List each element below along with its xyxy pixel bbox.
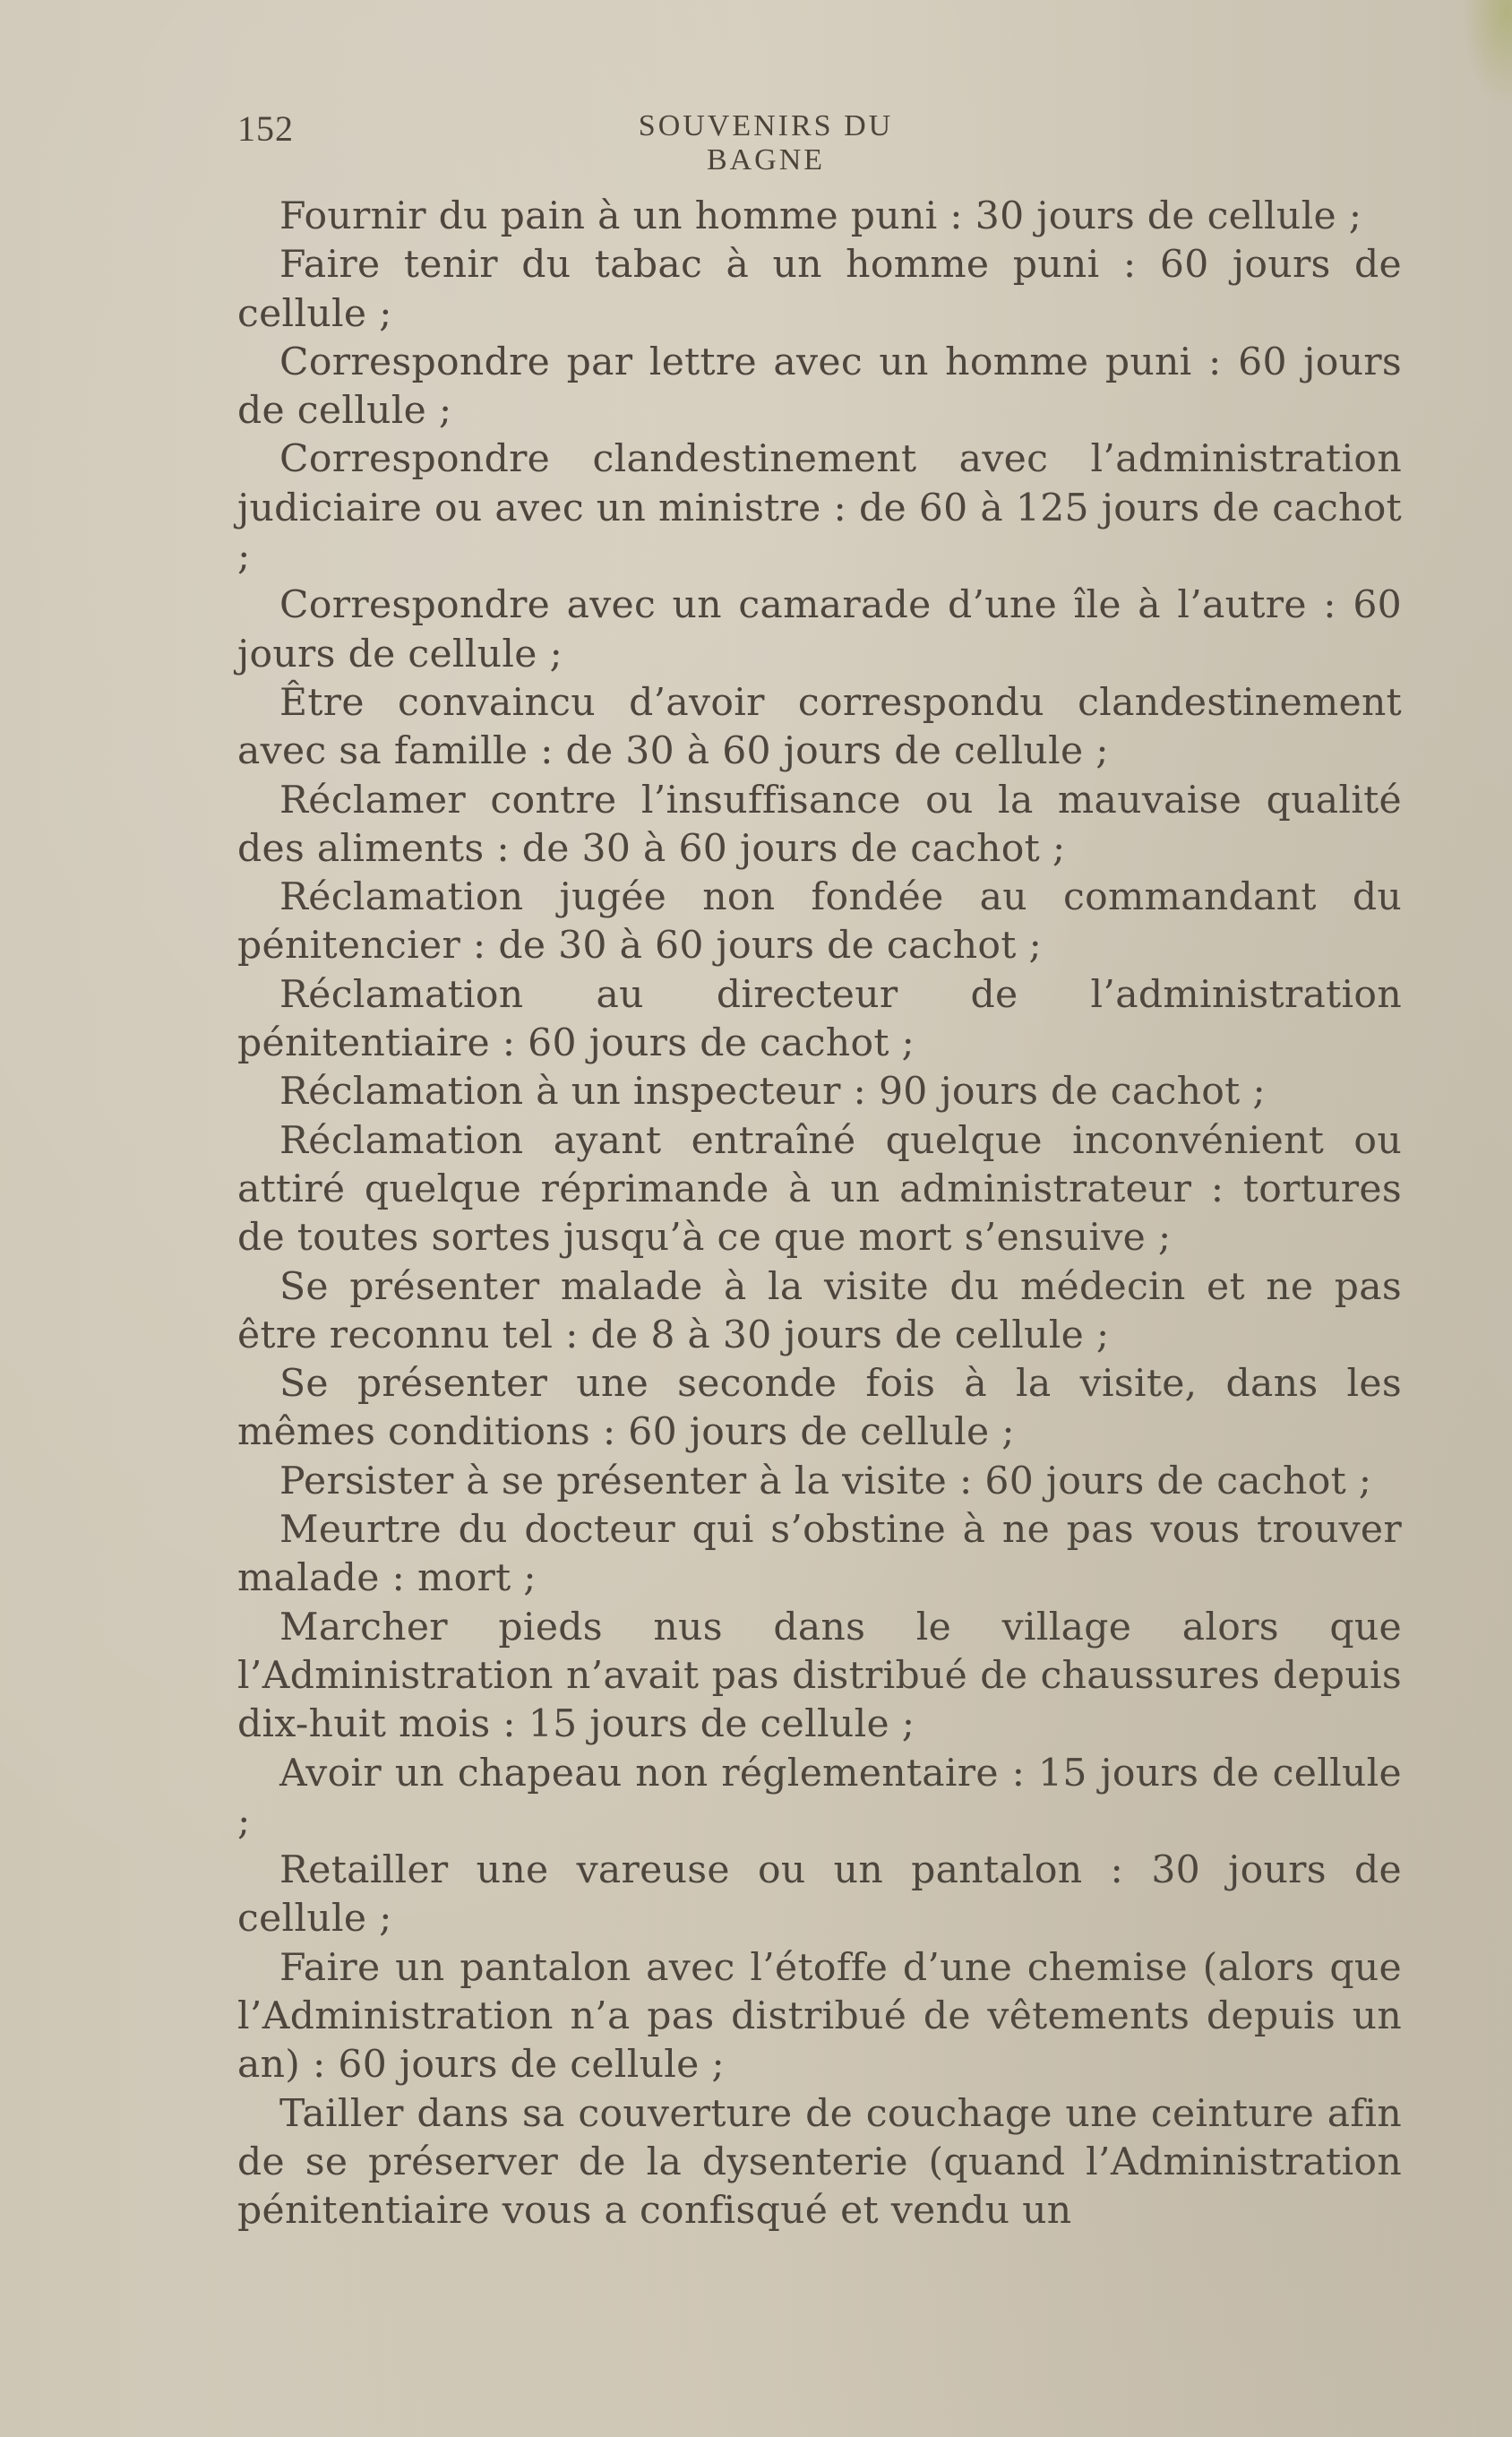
page-number: 152	[237, 108, 294, 149]
running-title: SOUVENIRS DU BAGNE	[638, 109, 894, 177]
list-item: Fournir du pain à un homme puni : 30 jours de cellule ;	[279, 194, 1362, 238]
list-item: Faire tenir du tabac à un homme puni : 60 jours de cellule ;	[237, 243, 1402, 336]
list-item: Se présenter malade à la visite du médecin et ne pas être reconnu tel : de 8 à 30 jours de cellule ;	[237, 1264, 1402, 1357]
list-item: Être convaincu d’avoir correspondu clandestinement avec sa famille : de 30 à 60 jours de cellule ;	[237, 680, 1402, 774]
list-item: Se présenter une seconde fois à la visite, dans les mêmes conditions : 60 jours de cellule ;	[237, 1362, 1402, 1455]
list-item: Retailler une vareuse ou un pantalon : 30 jours de cellule ;	[237, 1848, 1402, 1942]
list-item: Marcher pieds nus dans le village alors que l’Administration n’avait pas distribué de chaussures depuis dix-huit mois : 15 jours de cellule ;	[237, 1605, 1402, 1747]
list-item: Correspondre clandestinement avec l’administration judiciaire ou avec un ministre : de 60 à 125 jours de cachot ;	[237, 437, 1402, 580]
list-item: Réclamer contre l’insuffisance ou la mauvaise qualité des aliments : de 30 à 60 jours de cachot ;	[237, 778, 1402, 871]
page-header	[237, 108, 1402, 177]
list-item: Persister à se présenter à la visite : 60 jours de cachot ;	[279, 1459, 1372, 1503]
body-text	[237, 193, 1402, 2235]
list-item: Réclamation au directeur de l’administration pénitentiaire : 60 jours de cachot ;	[237, 972, 1402, 1066]
list-item: Réclamation à un inspecteur : 90 jours de cachot ;	[279, 1070, 1266, 1115]
list-item: Tailler dans sa couverture de couchage une ceinture afin de se préserver de la dysenterie (quand l’Administration pénitentiaire vous a confisqué et vendu un	[237, 2091, 1402, 2234]
list-item: Correspondre par lettre avec un homme puni : 60 jours de cellule ;	[237, 340, 1402, 434]
list-item: Avoir un chapeau non réglementaire : 15 jours de cellule ;	[237, 1751, 1402, 1844]
list-item: Meurtre du docteur qui s’obstine à ne pas vous trouver malade : mort ;	[237, 1508, 1402, 1601]
list-item: Réclamation jugée non fondée au commandant du pénitencier : de 30 à 60 jours de cachot ;	[237, 875, 1402, 969]
list-item: Faire un pantalon avec l’étoffe d’une chemise (alors que l’Administration n’a pas distribué de vêtements depuis un an) : 60 jours de cellule ;	[237, 1945, 1402, 2088]
list-item: Réclamation ayant entraîné quelque inconvénient ou attiré quelque réprimande à un administrateur : tortures de toutes sortes jusqu’à ce que mort s’ensuive ;	[237, 1118, 1402, 1261]
list-item: Correspondre avec un camarade d’une île à l’autre : 60 jours de cellule ;	[237, 583, 1402, 676]
page-edge-stain	[1462, 0, 1512, 108]
